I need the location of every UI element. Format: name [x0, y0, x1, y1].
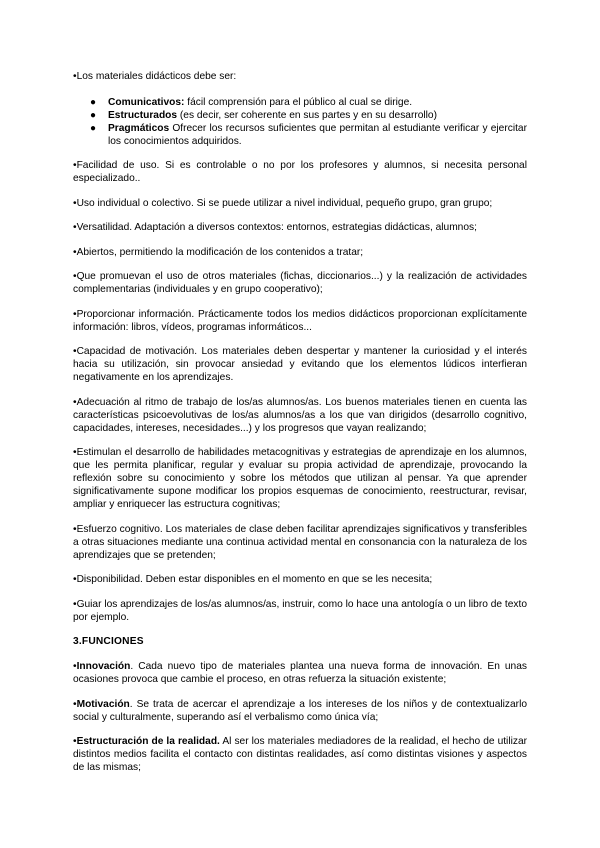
- function-motivacion: [73, 698, 527, 724]
- paragraph-informacion: •Proporcionar información. Prácticamente todos los medios didácticos proporcionan explícitamente información: libros, vídeos, programas informáticos...: [73, 308, 527, 333]
- function-text: . Se trata de acercar el aprendizaje a los intereses de los niños y de contextualizarlo social y culturalmente, superando así el verbalismo como única vía;: [73, 698, 527, 723]
- bullet-dot-icon: ●: [90, 110, 97, 121]
- function-term: Motivación: [76, 698, 130, 710]
- list-item-term: Estructurados: [108, 110, 178, 121]
- list-item-text: (es decir, ser coherente en sus partes y en su desarrollo): [177, 110, 437, 121]
- list-item-text: fácil comprensión para el público al cual se dirige.: [184, 97, 413, 108]
- list-item: [90, 96, 527, 109]
- paragraph-facilidad: •Facilidad de uso. Si es controlable o no por los profesores y alumnos, si necesita personal especializado..: [73, 160, 527, 184]
- list-item: [90, 122, 527, 148]
- bullet-dot-icon: ●: [90, 97, 97, 108]
- paragraph-guiar: •Guiar los aprendizajes de los/as alumnos/as, instruir, como lo hace una antología o un libro de texto por ejemplo.: [73, 598, 527, 623]
- paragraph-otros-materiales: •Que promuevan el uso de otros materiales (fichas, diccionarios...) y la realización de actividades complementarias (individuales y en grupo cooperativo);: [73, 271, 527, 295]
- function-term: Estructuración de la realidad.: [76, 736, 220, 747]
- paragraph-abiertos: •Abiertos, permitiendo la modificación de los contenidos a tratar;: [73, 246, 364, 258]
- list-item-text: Ofrecer los recursos suficientes que permitan al estudiante verificar y ejercitar los conocimientos adquiridos.: [108, 123, 527, 147]
- function-bullet: •: [73, 661, 77, 672]
- function-text: Al ser los materiales mediadores de la realidad, el hecho de utilizar distintos medios facilita el contacto con distintas realidades, así como distintas visiones y aspectos de las mismas;: [73, 736, 528, 773]
- function-bullet: •: [73, 736, 77, 747]
- function-bullet: •: [73, 698, 77, 710]
- paragraph-versatilidad: •Versatilidad. Adaptación a diversos contextos: entornos, estrategias didácticas, alumnos;: [73, 222, 477, 233]
- bullet-dot-icon: ●: [90, 123, 97, 134]
- paragraph-metacognitivas: •Estimulan el desarrollo de habilidades metacognitivas y estrategias de aprendizaje en los alumnos, que les permita planificar, regular y evaluar su propia actividad de aprendizaje, provocando la reflexión sobre su conocimiento y sobre los métodos que utilizan al pensar. Ya que aprender significativamente supone modificar los propios esquemas de conocimiento, reestructurar, revisar, ampliar y enriquecer las estructura cognitivas;: [73, 447, 527, 510]
- list-item-term: Pragmáticos: [108, 123, 170, 134]
- function-innovacion: [73, 660, 527, 686]
- paragraph-ritmo: •Adecuación al ritmo de trabajo de los/as alumnos/as. Los buenos materiales tienen en cuenta las características psicoevolutivas de los/as alumnos/as a los que van dirigidos (desarrollo cognitivo, capacidades, intereses, necesidades...) y los progresos que vayan realizando;: [73, 396, 527, 434]
- material-qualities-list: [73, 96, 527, 148]
- list-item: [90, 109, 527, 122]
- list-item-term: Comunicativos:: [108, 97, 185, 108]
- paragraph-uso: •Uso individual o colectivo. Si se puede utilizar a nivel individual, pequeño grupo, gran grupo;: [73, 197, 493, 209]
- paragraph-esfuerzo: •Esfuerzo cognitivo. Los materiales de clase deben facilitar aprendizajes significativos y transferibles a otras situaciones mediante una continua actividad mental en consonancia con la naturaleza de los aprendizajes que se pretenden;: [73, 523, 527, 561]
- section-heading: 3.FUNCIONES: [73, 636, 144, 647]
- paragraph-disponibilidad: •Disponibilidad. Deben estar disponibles en el momento en que se les necesita;: [73, 574, 433, 585]
- intro-line: •Los materiales didácticos debe ser:: [73, 71, 237, 82]
- function-estructuracion: [73, 735, 527, 774]
- function-text: . Cada nuevo tipo de materiales plantea una nueva forma de innovación. En unas ocasiones provoca que cambie el proceso, en otras refuerza la situación existente;: [73, 661, 527, 685]
- function-term: Innovación: [76, 661, 131, 672]
- paragraph-motivacion: •Capacidad de motivación. Los materiales deben despertar y mantener la curiosidad y el interés hacia su utilización, sin provocar ansiedad y evitando que los elementos lúdicos interfieran negativamente en los aprendizajes.: [73, 346, 527, 383]
